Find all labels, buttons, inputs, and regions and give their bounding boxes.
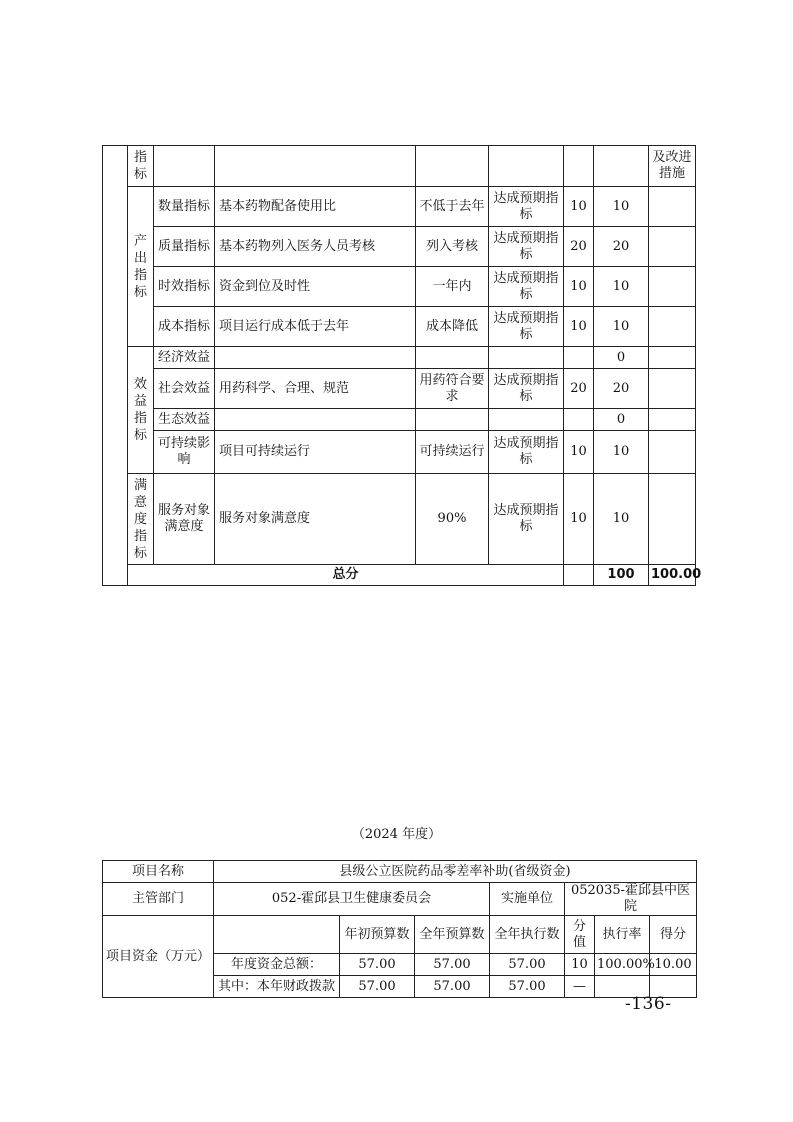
table2-clip xyxy=(102,860,697,994)
year-caption: （2024 年度） xyxy=(351,827,442,842)
satisfaction-indicator-group: 满意度指标 xyxy=(128,474,154,565)
output-indicator-group: 产出指标 xyxy=(128,187,154,347)
total-row xyxy=(103,565,696,586)
project-name-value: 县级公立医院药品零差率补助(省级资金) xyxy=(214,861,697,883)
table-row: 质量指标 基本药物列入医务人员考核 列入考核 达成预期指标 20 20 xyxy=(103,227,696,267)
table-row: 可持续影响 项目可持续运行 可持续运行 达成预期指标 10 10 xyxy=(103,431,696,474)
project-name-row xyxy=(103,861,697,883)
total-label: 总分 xyxy=(128,565,564,586)
table-row: 时效指标 资金到位及时性 一年内 达成预期指标 10 10 xyxy=(103,267,696,307)
dept-label: 主管部门 xyxy=(103,883,214,916)
total-weight: 100 xyxy=(594,565,649,586)
funds-total-row: 年度资金总额： 57.00 57.00 57.00 10 100.00% 10.00 xyxy=(103,954,697,976)
table-row: 满意度指标 服务对象满意度 服务对象满意度 90% 达成预期指标 10 10 xyxy=(103,474,696,565)
impl-value: 052035-霍邱县中医院 xyxy=(565,883,697,916)
table-row: 生态效益 0 xyxy=(103,409,696,431)
funds-fiscal-row: 其中：本年财政拨款 57.00 57.00 57.00 — xyxy=(103,976,697,998)
table-row: 产出指标 数量指标 基本药物配备使用比 不低于去年 达成预期指标 10 10 xyxy=(103,187,696,227)
department-row xyxy=(103,883,697,916)
dept-value: 052-霍邱县卫生健康委员会 xyxy=(214,883,490,916)
table-row: 效益指标 经济效益 0 xyxy=(103,347,696,369)
total-score: 100.00 xyxy=(649,565,696,586)
table-row: 社会效益 用药科学、合理、规范 用药符合要求 达成预期指标 20 20 xyxy=(103,369,696,409)
table1-header-row xyxy=(103,146,696,187)
header-indicator-cell: 指标 xyxy=(128,146,154,187)
benefit-indicator-group: 效益指标 xyxy=(128,347,154,474)
funds-header-row: 项目资金（万元） 年初预算数 全年预算数 全年执行数 分值 执行率 得分 xyxy=(103,916,697,954)
header-improvement-cell: 及改进措施 xyxy=(649,146,696,187)
performance-indicator-table xyxy=(102,145,702,586)
project-funds-table xyxy=(102,860,697,998)
table1-outer-left-cell xyxy=(103,146,128,586)
impl-label: 实施单位 xyxy=(490,883,565,916)
project-name-label: 项目名称 xyxy=(103,861,214,883)
page-number: -136- xyxy=(625,994,672,1014)
funds-label: 项目资金（万元） xyxy=(103,916,214,998)
table-row: 成本指标 项目运行成本低于去年 成本降低 达成预期指标 10 10 xyxy=(103,307,696,347)
